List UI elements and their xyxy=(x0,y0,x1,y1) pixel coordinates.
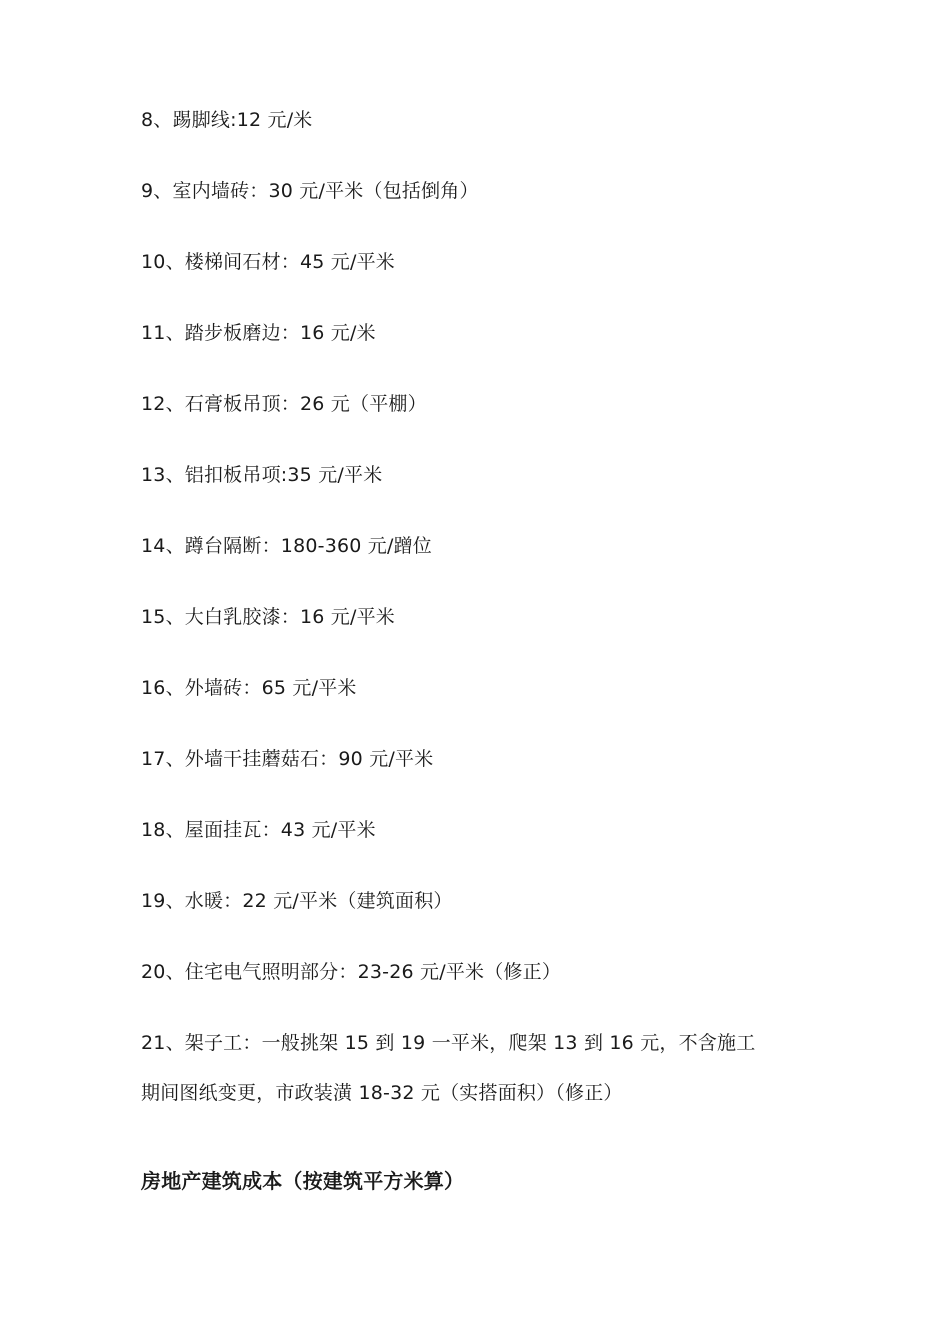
section-heading: 房地产建筑成本（按建筑平方米算） xyxy=(141,1169,465,1193)
item-13: 13、铝扣板吊项:35 元/平米 xyxy=(141,464,383,486)
item-18: 18、屋面挂瓦：43 元/平米 xyxy=(141,819,376,841)
item-17: 17、外墙干挂蘑菇石：90 元/平米 xyxy=(141,748,434,770)
item-11: 11、踏步板磨边：16 元/米 xyxy=(141,322,376,344)
item-19: 19、水暖：22 元/平米（建筑面积） xyxy=(141,890,453,912)
item-9: 9、室内墙砖：30 元/平米（包括倒角） xyxy=(141,180,479,202)
item-8: 8、踢脚线:12 元/米 xyxy=(141,109,313,131)
item-16: 16、外墙砖：65 元/平米 xyxy=(141,677,357,699)
item-20: 20、住宅电气照明部分：23-26 元/平米（修正） xyxy=(141,961,562,983)
item-21-line-2: 期间图纸变更，市政装潢 18-32 元（实搭面积）（修正） xyxy=(141,1082,623,1104)
item-12: 12、石膏板吊顶：26 元（平棚） xyxy=(141,393,427,415)
item-14: 14、蹲台隔断：180-360 元/蹭位 xyxy=(141,535,433,557)
item-21-line-1: 21、架子工：一般挑架 15 到 19 一平米，爬架 13 到 16 元，不含施工 xyxy=(141,1032,756,1054)
item-10: 10、楼梯间石材：45 元/平米 xyxy=(141,251,395,273)
item-15: 15、大白乳胶漆：16 元/平米 xyxy=(141,606,395,628)
